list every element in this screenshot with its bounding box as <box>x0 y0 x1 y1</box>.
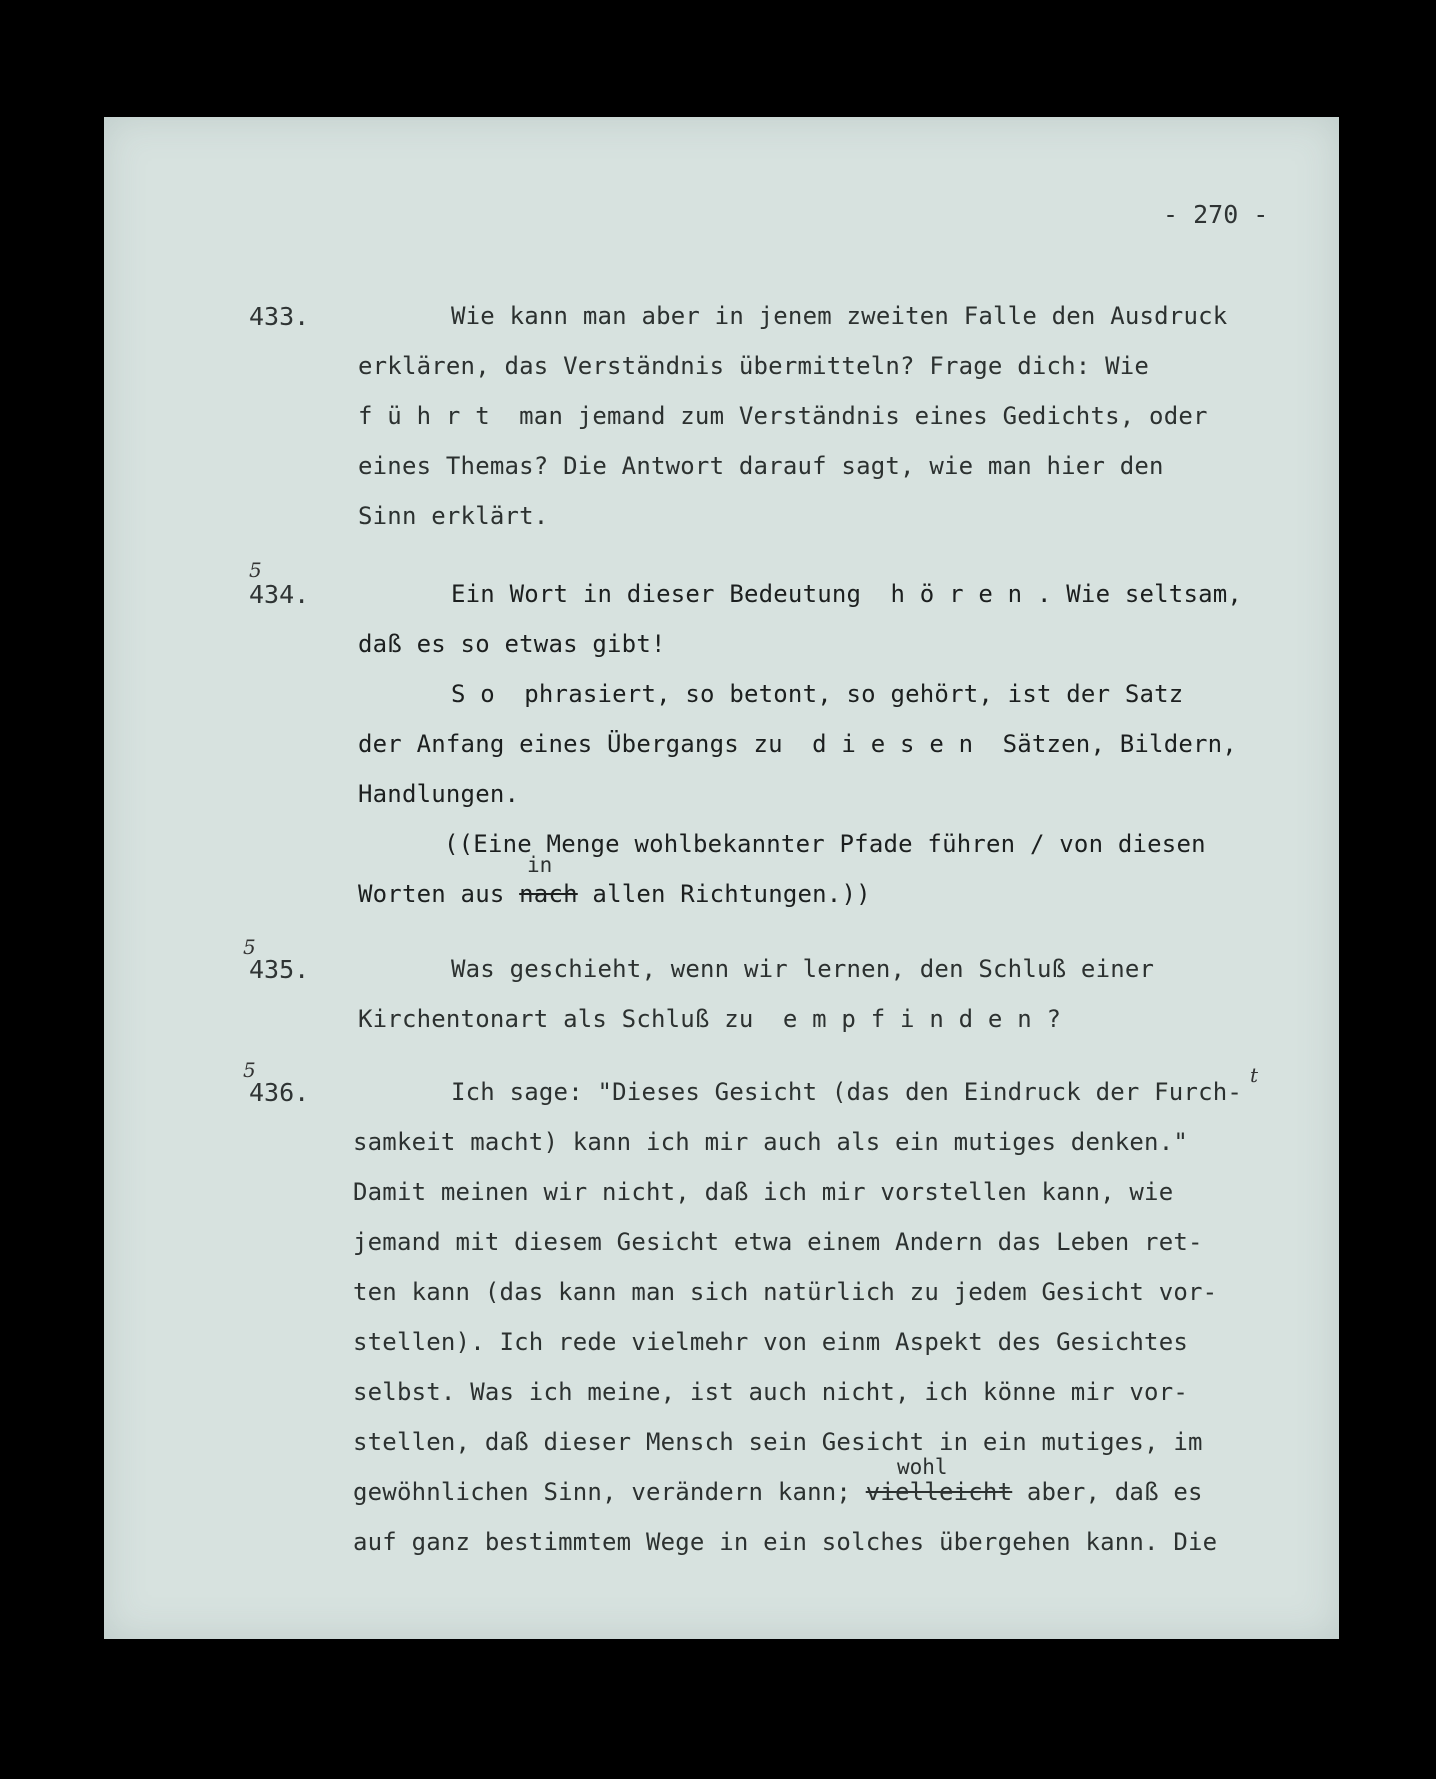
p434-line-6: ((Eine Menge wohlbekannter Pfade führen ∕ von diesen <box>444 830 1206 858</box>
p436-line-9-start: gewöhnlichen Sinn, verändern kann; <box>353 1478 866 1506</box>
paragraph-number-435: 435. <box>249 955 310 984</box>
p433-line-4: eines Themas? Die Antwort darauf sagt, wie man hier den <box>358 452 1164 480</box>
handwritten-mark-435: 5 <box>243 935 256 959</box>
p436-line-5: ten kann (das kann man sich natürlich zu jedem Gesicht vor- <box>353 1278 1218 1306</box>
p434-line-4: der Anfang eines Übergangs zu d i e s e n Sätzen, Bildern, <box>358 730 1237 758</box>
p434-line-7 <box>358 880 871 908</box>
p433-line-1: Wie kann man aber in jenem zweiten Falle den Ausdruck <box>451 302 1228 330</box>
typescript-page <box>104 117 1339 1639</box>
p436-line-10: auf ganz bestimmtem Wege in ein solches übergehen kann. Die <box>353 1528 1218 1556</box>
p433-line-2: erklären, das Verständnis übermitteln? Frage dich: Wie <box>358 352 1150 380</box>
p436-line-8: stellen, daß dieser Mensch sein Gesicht in ein mutiges, im <box>353 1428 1203 1456</box>
p436-line-9-end: aber, daß es <box>1012 1478 1203 1506</box>
p434-line-7-start: Worten aus <box>358 880 520 908</box>
p434-line-1: Ein Wort in dieser Bedeutung h ö r e n . Wie seltsam, <box>451 580 1243 608</box>
p433-line-3: f ü h r t man jemand zum Verständnis eines Gedichts, oder <box>358 402 1208 430</box>
p434-line-2: daß es so etwas gibt! <box>358 630 666 658</box>
insertion-in: in <box>527 853 553 877</box>
p436-line-1: Ich sage: "Dieses Gesicht (das den Eindruck der Furch- <box>451 1078 1243 1106</box>
paragraph-number-434: 434. <box>249 580 310 609</box>
struck-word-vielleicht: vielleicht <box>865 1478 1013 1506</box>
p435-line-1: Was geschieht, wenn wir lernen, den Schluß einer <box>451 955 1155 983</box>
page-number: - 270 - <box>1163 200 1269 229</box>
struck-word-nach: nach <box>519 880 578 908</box>
p436-line-9 <box>353 1478 1203 1506</box>
p436-line-2: samkeit macht) kann ich mir auch als ein mutiges denken." <box>353 1128 1189 1156</box>
handwritten-mark-434: 5 <box>249 558 262 582</box>
paragraph-number-436: 436. <box>249 1078 310 1107</box>
p436-line-6: stellen). Ich rede vielmehr von einm Aspekt des Gesichtes <box>353 1328 1189 1356</box>
p434-line-7-end: allen Richtungen.)) <box>577 880 871 908</box>
p435-line-2: Kirchentonart als Schluß zu e m p f i n d e n ? <box>358 1005 1062 1033</box>
paragraph-number-433: 433. <box>249 302 310 331</box>
p434-line-3: S o phrasiert, so betont, so gehört, ist der Satz <box>451 680 1184 708</box>
p436-line-4: jemand mit diesem Gesicht etwa einem Andern das Leben ret- <box>353 1228 1203 1256</box>
p433-line-5: Sinn erklärt. <box>358 502 549 530</box>
handwritten-mark-436: 5 <box>243 1058 256 1082</box>
handwritten-correction-t: t <box>1250 1063 1259 1087</box>
insertion-wohl: wohl <box>897 1455 948 1479</box>
p434-line-5: Handlungen. <box>358 780 520 808</box>
p436-line-7: selbst. Was ich meine, ist auch nicht, ich könne mir vor- <box>353 1378 1189 1406</box>
p436-line-3: Damit meinen wir nicht, daß ich mir vorstellen kann, wie <box>353 1178 1174 1206</box>
